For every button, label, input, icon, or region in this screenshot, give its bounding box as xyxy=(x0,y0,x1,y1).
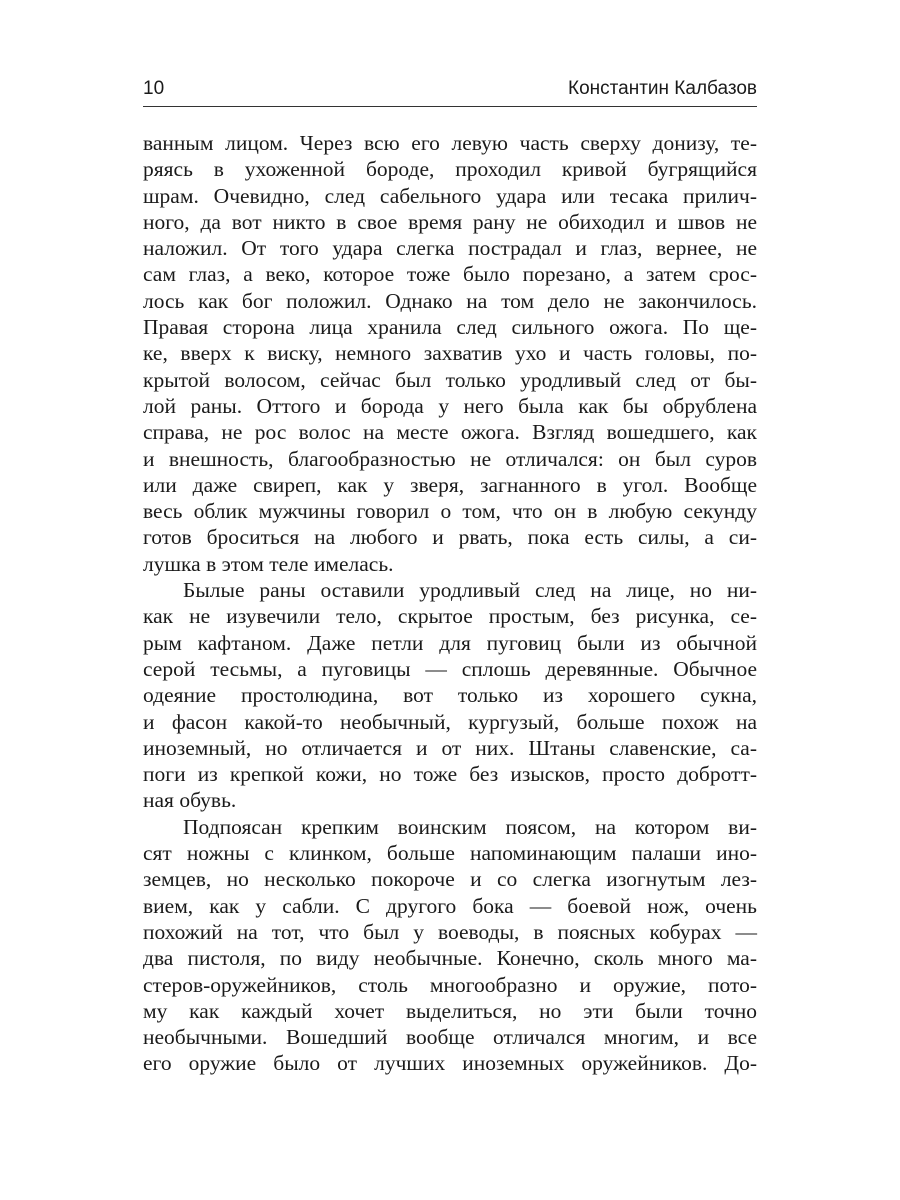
body-text xyxy=(143,130,757,1077)
text-line: готов броситься на любого и рвать, пока есть силы, а си- xyxy=(143,525,757,550)
text-line: одеяние простолюдина, вот только из хорошего сукна, xyxy=(143,683,757,708)
text-line: му как каждый хочет выделиться, но эти были точно xyxy=(143,998,757,1023)
text-line: справа, не рос волос на месте ожога. Взгляд вошедшего, как xyxy=(143,420,757,445)
text-line: Былые раны оставили уродливый след на лице, но ни- xyxy=(183,578,757,603)
text-line: сам глаз, а веко, которое тоже было порезано, а затем срос- xyxy=(143,262,757,287)
text-line: наложил. От того удара слегка пострадал и глаз, вернее, не xyxy=(143,236,757,261)
text-line: ряясь в ухоженной бороде, проходил кривой бугрящийся xyxy=(143,157,757,182)
paragraph xyxy=(143,577,757,814)
text-line: крытой волосом, сейчас был только уродливый след от бы- xyxy=(143,367,757,392)
text-line: вием, как у сабли. С другого бока — боевой нож, очень xyxy=(143,893,757,918)
text-line: земцев, но несколько покороче и со слегка изогнутым лез- xyxy=(143,867,757,892)
text-line: или даже свиреп, как у зверя, загнанного в угол. Вообще xyxy=(143,472,757,497)
text-line: ного, да вот никто в свое время рану не обиходил и швов не xyxy=(143,209,757,234)
text-line: похожий на тот, что был у воеводы, в поясных кобурах — xyxy=(143,919,757,944)
header-author: Константин Калбазов xyxy=(568,78,757,99)
text-line: его оружие было от лучших иноземных оружейников. До- xyxy=(143,1051,757,1076)
text-line: как не изувечили тело, скрытое простым, без рисунка, се- xyxy=(143,604,757,629)
text-line: Правая сторона лица хранила след сильного ожога. По ще- xyxy=(143,315,757,340)
paragraph xyxy=(143,814,757,1077)
paragraph xyxy=(143,130,757,577)
text-line: ванным лицом. Через всю его левую часть сверху донизу, те- xyxy=(143,131,757,155)
text-line: поги из крепкой кожи, но тоже без изысков, просто добротт- xyxy=(143,762,757,787)
text-line: ная обувь. xyxy=(143,788,237,813)
text-line: стеров-оружейников, столь многообразно и оружие, пото- xyxy=(143,972,757,997)
text-line: и фасон какой-то необычный, кургузый, больше похож на xyxy=(143,709,757,734)
running-head xyxy=(143,76,757,102)
text-line: весь облик мужчины говорил о том, что он в любую секунду xyxy=(143,499,757,524)
text-line: серой тесьмы, а пуговицы — сплошь деревянные. Обычное xyxy=(143,656,757,681)
text-line: необычными. Вошедший вообще отличался многим, и все xyxy=(143,1025,757,1050)
text-line: ке, вверх к виску, немного захватив ухо и часть головы, по- xyxy=(143,341,757,366)
text-line: лой раны. Оттого и борода у него была как бы обрублена xyxy=(143,393,757,418)
text-line: лушка в этом теле имелась. xyxy=(143,551,394,576)
text-line: и внешность, благообразностью не отличался: он был суров xyxy=(143,446,757,471)
page-number: 10 xyxy=(143,78,165,99)
text-line: сят ножны с клинком, больше напоминающим палаши ино- xyxy=(143,841,757,866)
text-line: лось как бог положил. Однако на том дело не закончилось. xyxy=(143,288,757,313)
text-line: два пистоля, по виду необычные. Конечно, сколь много ма- xyxy=(143,946,757,971)
header-rule xyxy=(143,106,757,107)
text-line: Подпоясан крепким воинским поясом, на котором ви- xyxy=(183,814,757,839)
text-line: иноземный, но отличается и от них. Штаны славенские, са- xyxy=(143,735,757,760)
text-line: шрам. Очевидно, след сабельного удара или тесака прилич- xyxy=(143,183,757,208)
text-line: рым кафтаном. Даже петли для пуговиц были из обычной xyxy=(143,630,757,655)
